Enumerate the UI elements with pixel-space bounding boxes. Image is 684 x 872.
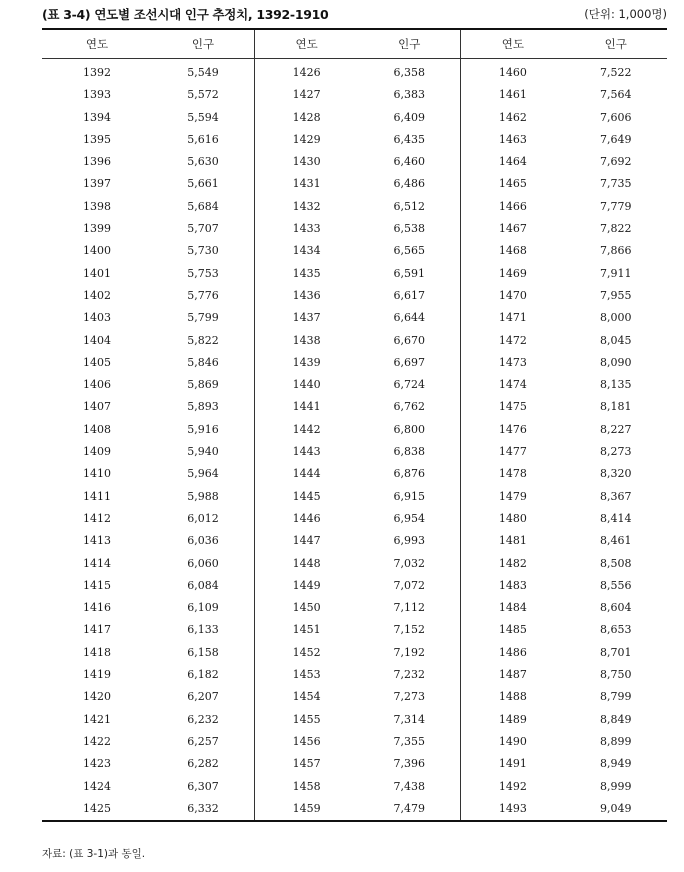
year-cell: 1482 [498,556,527,570]
population-cell: 6,697 [358,352,461,374]
year-cell: 1488 [498,690,527,704]
population-cell: 5,661 [152,173,255,195]
year-cell: 1465 [498,177,527,191]
population-cell: 6,133 [152,619,255,641]
table-row [42,330,667,352]
table-row [42,709,667,731]
year-cell: 1457 [292,757,321,771]
population-cell: 6,060 [152,553,255,575]
population-cell: 7,822 [600,222,632,236]
table-row [42,553,667,575]
population-cell: 9,049 [600,801,632,815]
year-cell: 1455 [292,712,321,726]
population-cell: 8,000 [600,311,632,325]
population-cell: 7,232 [358,664,461,686]
population-cell: 6,838 [358,441,461,463]
population-cell: 8,414 [600,511,632,525]
column-header-year: 연도 [255,29,359,59]
population-cell: 6,460 [358,151,461,173]
population-cell: 5,730 [152,240,255,262]
year-cell: 1448 [292,556,321,570]
population-cell: 6,762 [358,396,461,418]
year-cell: 1484 [498,601,527,615]
population-cell: 5,869 [152,374,255,396]
population-cell: 5,940 [152,441,255,463]
table-row [42,419,667,441]
population-cell: 6,565 [358,240,461,262]
population-cell: 6,993 [358,530,461,552]
column-header-year: 연도 [42,29,152,59]
table-row [42,129,667,151]
population-table [42,28,667,822]
population-cell: 8,799 [600,690,632,704]
population-cell: 6,084 [152,575,255,597]
population-cell: 8,750 [600,668,632,682]
population-cell: 6,207 [152,686,255,708]
year-cell: 1435 [292,266,321,280]
year-cell: 1434 [292,244,321,258]
source-note: 자료: (표 3-1)과 동일. [42,848,146,860]
population-cell: 7,779 [600,199,632,213]
population-cell: 6,158 [152,642,255,664]
table-row [42,285,667,307]
population-cell: 6,036 [152,530,255,552]
population-cell: 7,355 [358,731,461,753]
year-cell: 1472 [498,333,527,347]
population-cell: 8,461 [600,534,632,548]
population-cell: 6,954 [358,508,461,530]
table-row [42,530,667,552]
year-cell: 1491 [498,757,527,771]
table-row [42,575,667,597]
population-cell: 8,090 [600,355,632,369]
year-cell: 1486 [498,645,527,659]
year-cell: 1438 [292,333,321,347]
year-cell: 1421 [83,712,111,726]
population-cell: 6,232 [152,709,255,731]
table-row [42,396,667,418]
population-cell: 6,307 [152,776,255,798]
table-row [42,151,667,173]
year-cell: 1411 [83,489,111,503]
year-cell: 1474 [498,378,527,392]
year-cell: 1461 [498,88,527,102]
year-cell: 1470 [498,288,527,302]
population-cell: 6,617 [358,285,461,307]
year-cell: 1467 [498,222,527,236]
population-cell: 7,438 [358,776,461,798]
year-cell: 1427 [292,88,321,102]
table-row [42,307,667,329]
year-cell: 1399 [83,222,111,236]
year-cell: 1410 [83,467,111,481]
population-cell: 7,866 [600,244,632,258]
population-cell: 8,320 [600,467,632,481]
year-cell: 1463 [498,132,527,146]
population-cell: 6,591 [358,263,461,285]
population-cell: 7,692 [600,155,632,169]
table-row [42,798,667,821]
year-cell: 1456 [292,734,321,748]
population-cell: 8,045 [600,333,632,347]
table-row [42,240,667,262]
population-cell: 5,988 [152,486,255,508]
population-cell: 5,630 [152,151,255,173]
population-cell: 6,915 [358,486,461,508]
population-cell: 5,846 [152,352,255,374]
year-cell: 1428 [292,110,321,124]
population-cell: 7,152 [358,619,461,641]
population-cell: 8,227 [600,422,632,436]
population-cell: 7,314 [358,709,461,731]
column-header-population: 인구 [152,29,255,59]
population-cell: 8,508 [600,556,632,570]
year-cell: 1408 [83,422,111,436]
table-row [42,486,667,508]
table-row [42,463,667,485]
year-cell: 1489 [498,712,527,726]
year-cell: 1418 [83,645,111,659]
population-cell: 5,753 [152,263,255,285]
year-cell: 1424 [83,779,111,793]
population-cell: 7,735 [600,177,632,191]
population-cell: 6,109 [152,597,255,619]
table-row [42,107,667,129]
year-cell: 1440 [292,378,321,392]
population-cell: 8,181 [600,400,632,414]
year-cell: 1443 [292,445,321,459]
year-cell: 1419 [83,668,111,682]
population-cell: 5,616 [152,129,255,151]
population-cell: 6,012 [152,508,255,530]
table-row [42,263,667,285]
column-header-population: 인구 [358,29,461,59]
population-cell: 6,358 [358,59,461,85]
year-cell: 1404 [83,333,111,347]
population-cell: 7,192 [358,642,461,664]
population-cell: 7,032 [358,553,461,575]
population-cell: 7,564 [600,88,632,102]
population-cell: 5,549 [152,59,255,85]
year-cell: 1483 [498,578,527,592]
table-row [42,173,667,195]
table-row [42,619,667,641]
year-cell: 1469 [498,266,527,280]
year-cell: 1447 [292,534,321,548]
year-cell: 1431 [292,177,321,191]
year-cell: 1475 [498,400,527,414]
year-cell: 1413 [83,534,111,548]
year-cell: 1492 [498,779,527,793]
year-cell: 1430 [292,155,321,169]
population-cell: 5,964 [152,463,255,485]
year-cell: 1485 [498,623,527,637]
column-header-population: 인구 [565,29,668,59]
population-cell: 8,949 [600,757,632,771]
population-cell: 7,649 [600,132,632,146]
population-cell: 6,644 [358,307,461,329]
population-cell: 5,707 [152,218,255,240]
year-cell: 1473 [498,355,527,369]
year-cell: 1453 [292,668,321,682]
year-cell: 1432 [292,199,321,213]
population-cell: 6,724 [358,374,461,396]
year-cell: 1439 [292,355,321,369]
population-cell: 5,572 [152,84,255,106]
population-cell: 6,486 [358,173,461,195]
year-cell: 1477 [498,445,527,459]
population-cell: 6,182 [152,664,255,686]
population-cell: 6,435 [358,129,461,151]
year-cell: 1403 [83,311,111,325]
year-cell: 1452 [292,645,321,659]
year-cell: 1449 [292,578,321,592]
table-row [42,84,667,106]
population-cell: 6,282 [152,753,255,775]
population-cell: 5,893 [152,396,255,418]
population-cell: 6,876 [358,463,461,485]
population-cell: 7,072 [358,575,461,597]
year-cell: 1478 [498,467,527,481]
year-cell: 1450 [292,601,321,615]
population-cell: 8,367 [600,489,632,503]
column-header-year: 연도 [461,29,565,59]
population-cell: 6,538 [358,218,461,240]
year-cell: 1422 [83,734,111,748]
population-cell: 5,916 [152,419,255,441]
year-cell: 1425 [83,801,111,815]
year-cell: 1407 [83,400,111,414]
year-cell: 1405 [83,355,111,369]
unit-note: (단위: 1,000명) [584,7,667,21]
year-cell: 1458 [292,779,321,793]
year-cell: 1397 [83,177,111,191]
table-row [42,642,667,664]
population-cell: 6,409 [358,107,461,129]
year-cell: 1416 [83,601,111,615]
year-cell: 1493 [498,801,527,815]
year-cell: 1395 [83,132,111,146]
year-cell: 1429 [292,132,321,146]
table-row [42,508,667,530]
population-cell: 8,556 [600,578,632,592]
year-cell: 1454 [292,690,321,704]
population-cell: 6,332 [152,798,255,821]
population-cell: 5,594 [152,107,255,129]
population-cell: 8,701 [600,645,632,659]
table-caption [42,4,667,24]
year-cell: 1401 [83,266,111,280]
table-body [42,59,667,822]
table-row [42,776,667,798]
year-cell: 1444 [292,467,321,481]
population-cell: 5,822 [152,330,255,352]
table-row [42,352,667,374]
population-cell: 6,257 [152,731,255,753]
year-cell: 1459 [292,801,321,815]
table-row [42,374,667,396]
population-cell: 5,684 [152,196,255,218]
year-cell: 1415 [83,578,111,592]
year-cell: 1393 [83,88,111,102]
population-cell: 7,522 [600,66,632,79]
population-cell: 7,112 [358,597,461,619]
year-cell: 1451 [292,623,321,637]
year-cell: 1406 [83,378,111,392]
year-cell: 1479 [498,489,527,503]
year-cell: 1464 [498,155,527,169]
year-cell: 1400 [83,244,111,258]
year-cell: 1471 [498,311,527,325]
year-cell: 1398 [83,199,111,213]
year-cell: 1417 [83,623,111,637]
year-cell: 1414 [83,556,111,570]
year-cell: 1412 [83,511,111,525]
year-cell: 1476 [498,422,527,436]
table-row [42,597,667,619]
population-cell: 7,396 [358,753,461,775]
year-cell: 1481 [498,534,527,548]
table-row [42,731,667,753]
population-cell: 8,899 [600,734,632,748]
year-cell: 1402 [83,288,111,302]
year-cell: 1433 [292,222,321,236]
table-row [42,664,667,686]
year-cell: 1420 [83,690,111,704]
year-cell: 1442 [292,422,321,436]
population-cell: 8,999 [600,779,632,793]
year-cell: 1441 [292,400,321,414]
year-cell: 1394 [83,110,111,124]
year-cell: 1480 [498,511,527,525]
table-row [42,686,667,708]
population-cell: 8,653 [600,623,632,637]
table-row [42,59,667,85]
table-row [42,441,667,463]
population-cell: 6,383 [358,84,461,106]
population-cell: 6,670 [358,330,461,352]
year-cell: 1423 [83,757,111,771]
year-cell: 1445 [292,489,321,503]
population-cell: 6,512 [358,196,461,218]
year-cell: 1462 [498,110,527,124]
population-cell: 8,849 [600,712,632,726]
population-cell: 7,911 [600,266,632,280]
header-row [42,29,667,59]
year-cell: 1437 [292,311,321,325]
year-cell: 1487 [498,668,527,682]
year-cell: 1460 [498,66,527,79]
table-row [42,196,667,218]
population-cell: 7,606 [600,110,632,124]
year-cell: 1426 [292,66,321,79]
year-cell: 1468 [498,244,527,258]
population-cell: 5,799 [152,307,255,329]
population-cell: 5,776 [152,285,255,307]
table-row [42,218,667,240]
population-cell: 8,604 [600,601,632,615]
year-cell: 1490 [498,734,527,748]
year-cell: 1409 [83,445,111,459]
year-cell: 1392 [83,66,111,79]
population-cell: 8,135 [600,378,632,392]
population-cell: 7,955 [600,288,632,302]
table-title: (표 3-4) 연도별 조선시대 인구 추정치, 1392-1910 [42,7,329,22]
table-row [42,753,667,775]
year-cell: 1446 [292,511,321,525]
year-cell: 1396 [83,155,111,169]
year-cell: 1436 [292,288,321,302]
population-cell: 7,479 [358,798,461,821]
population-cell: 8,273 [600,445,632,459]
year-cell: 1466 [498,199,527,213]
population-cell: 6,800 [358,419,461,441]
population-cell: 7,273 [358,686,461,708]
